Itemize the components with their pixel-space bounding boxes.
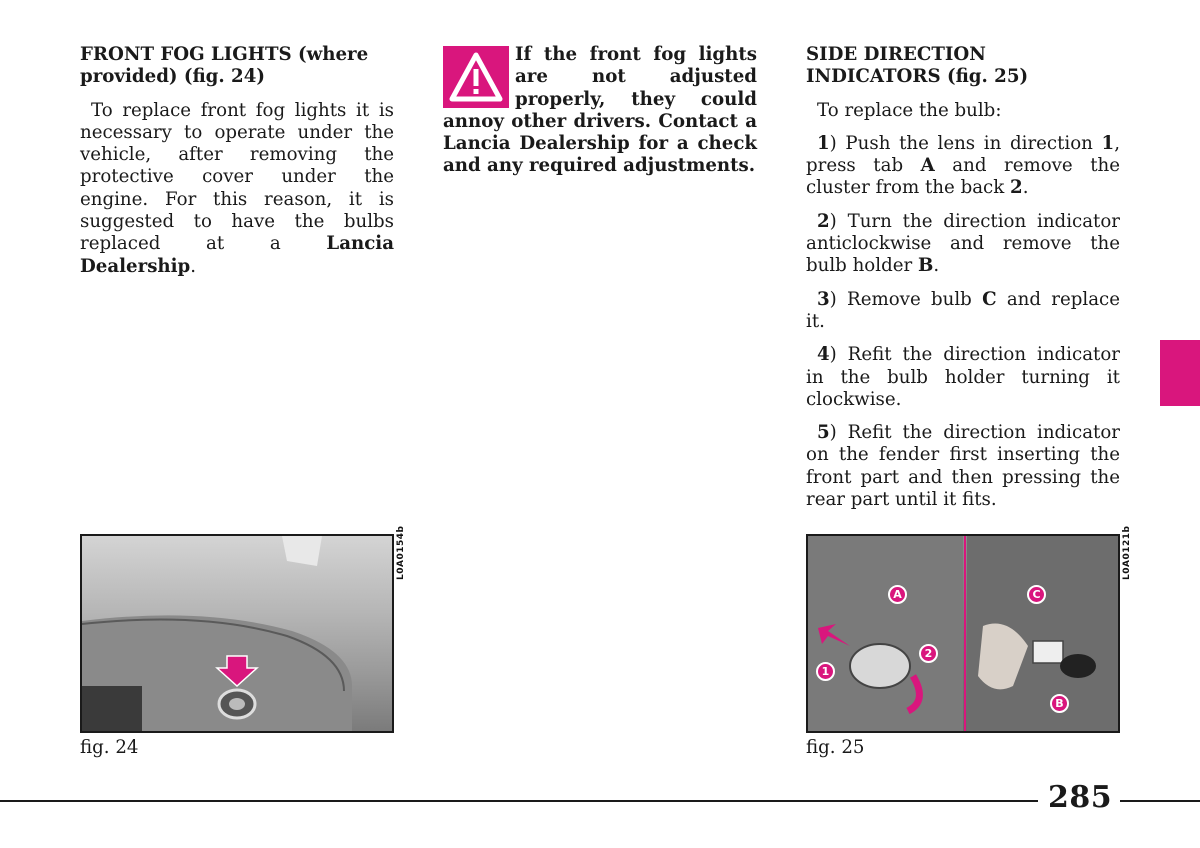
footer-rule-right: [1120, 800, 1200, 802]
dealership-bold: Lancia Dealership: [80, 233, 394, 277]
step-number: 2: [817, 210, 830, 232]
step-item: 3) Remove bulb C and replace it.: [806, 288, 1120, 332]
warning-box: [443, 44, 757, 178]
para-text: To replace front fog lights it is necessary to operate under the vehicle, after removing the protective cover under the engine. For this reason, it is suggested to have the bulbs replaced at a: [80, 99, 394, 255]
step-number: 5: [817, 422, 830, 444]
step-bold-ref: A: [920, 155, 935, 177]
fig24-caption: fig. 24: [80, 737, 139, 758]
side-indicators-heading: SIDE DIRECTION INDICATORS (fig. 25): [806, 44, 1029, 88]
warning-text: If the front fog lights are not adjusted properly, they could annoy other drivers. Contact a Lancia Dealership for a check and any required adjustments.: [443, 44, 757, 177]
step-bold-ref: C: [982, 288, 997, 310]
side-indicators-section: [806, 44, 1120, 522]
callout-c: C: [1027, 585, 1046, 604]
warning-triangle-icon: [443, 46, 509, 108]
steps-list: [806, 133, 1120, 511]
fog-lights-heading: FRONT FOG LIGHTS (where provided) (fig. 24): [80, 44, 369, 88]
fog-lights-section: [80, 44, 394, 289]
intro-text: To replace the bulb:: [817, 99, 1002, 121]
step-bold-ref: 2: [1010, 177, 1023, 199]
fig24-code: L0A0154b: [396, 525, 406, 580]
callout-b: B: [1050, 694, 1069, 713]
step-item: 5) Refit the direction indicator on the fender first inserting the front part and then pressing the rear part until it fits.: [806, 422, 1120, 511]
footer-rule-left: [0, 800, 1038, 802]
fog-lights-paragraph: [80, 100, 394, 278]
step-number: 4: [817, 344, 830, 366]
step-number: 3: [817, 288, 830, 310]
callout-a: A: [888, 585, 907, 604]
callout-1: 1: [816, 662, 835, 681]
fig25-image: [806, 534, 1120, 733]
step-item: 1) Push the lens in direction 1, press tab A and remove the cluster from the back 2.: [806, 132, 1121, 199]
fig25-code: L0A0121b: [1122, 525, 1132, 580]
step-bold-ref: B: [917, 255, 934, 277]
page-number: 285: [1048, 780, 1113, 815]
para-end: .: [190, 255, 197, 277]
fig24-image: [80, 534, 394, 733]
section-thumb-tab: [1160, 340, 1200, 406]
step-item: 2) Turn the direction indicator anticlockwise and remove the bulb holder B.: [806, 210, 1120, 277]
fig25-caption: fig. 25: [806, 737, 865, 758]
step-item: 4) Refit the direction indicator in the bulb holder turning it clockwise.: [806, 344, 1120, 410]
step-bold-ref: 1: [1101, 132, 1115, 154]
step-number: 1: [817, 132, 830, 154]
callout-2: 2: [919, 644, 938, 663]
